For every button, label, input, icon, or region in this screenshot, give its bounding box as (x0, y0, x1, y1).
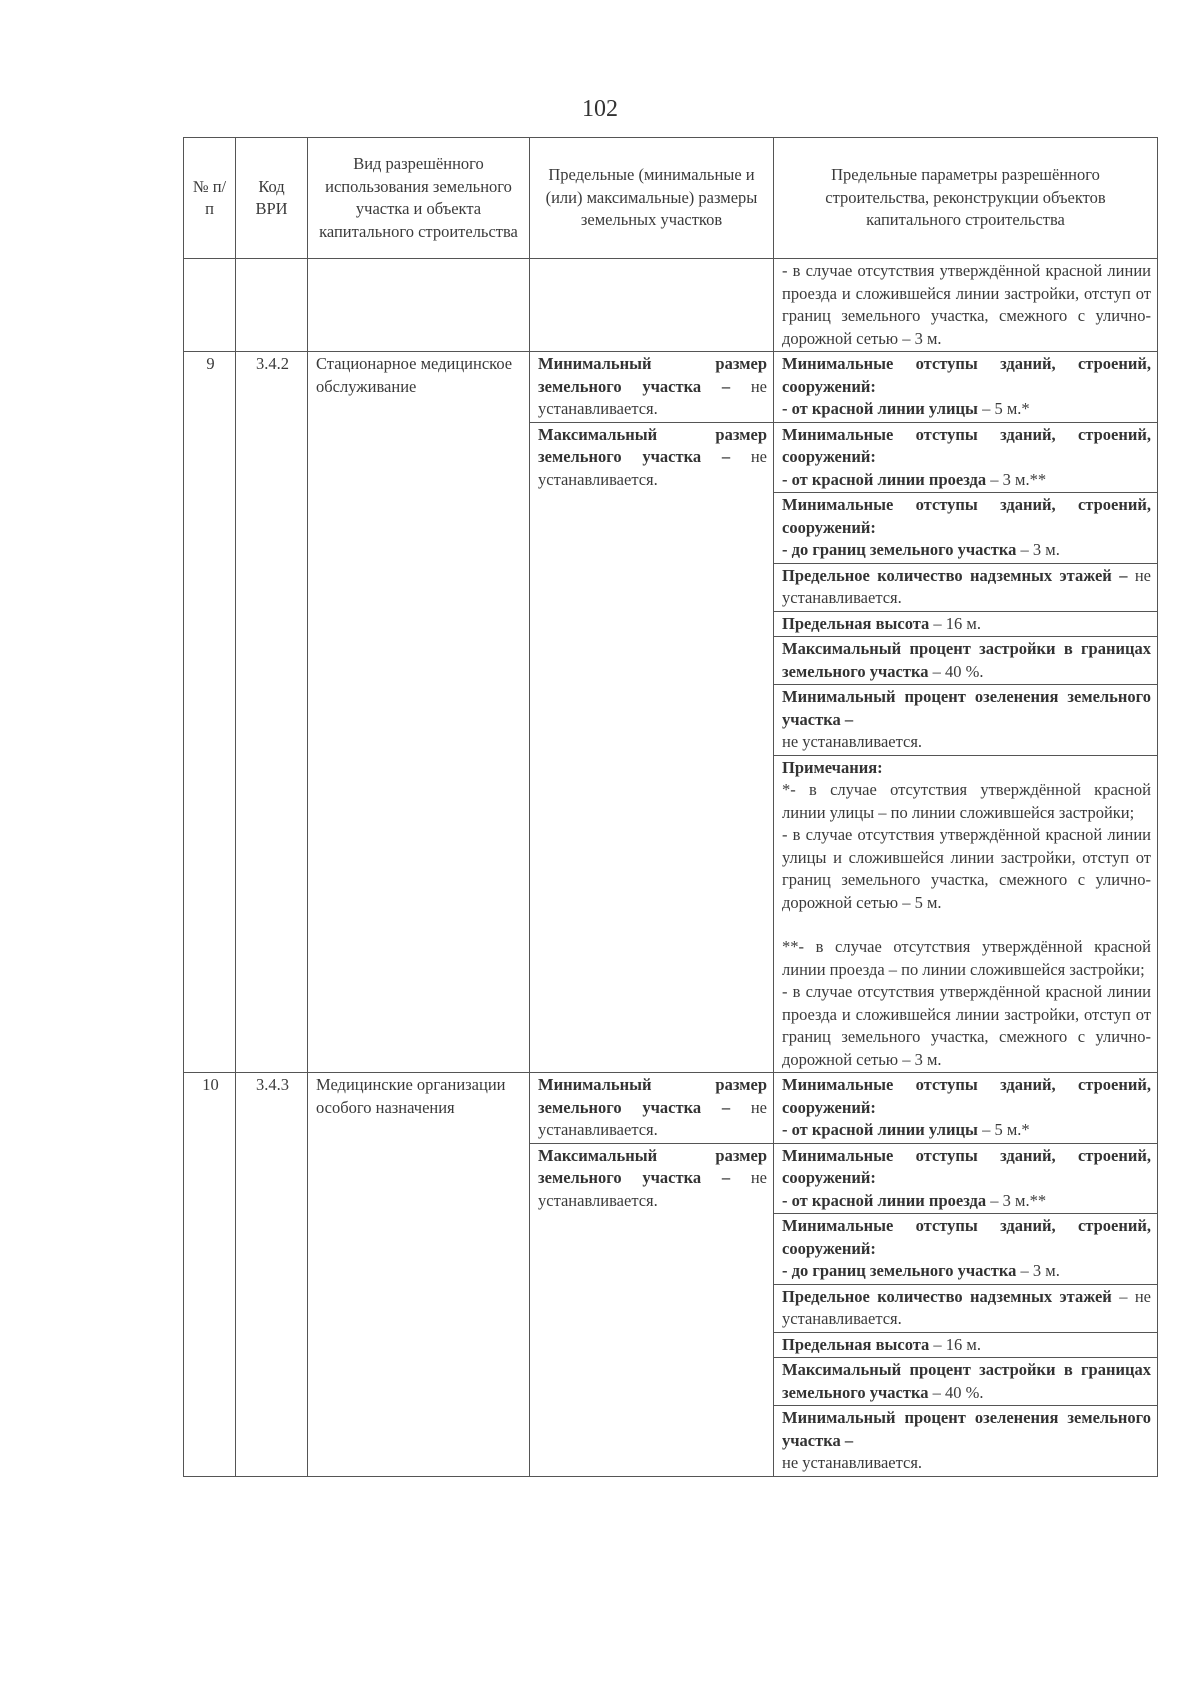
param-label: Минимальный процент озеленения земельного участка – (782, 687, 1151, 729)
table-row-9 (184, 352, 1158, 423)
row-number: 9 (184, 352, 236, 1073)
param-setback-street (774, 352, 1158, 423)
param-label: Максимальный процент застройки в границах земельного участка (782, 639, 1151, 681)
size-max-value: не устанавливается. (538, 1168, 767, 1210)
param-coverage (774, 637, 1158, 685)
note-text: - в случае отсутствия утверждённой красной линии улицы и сложившейся линии застройки, отступ от границ земельного участка, смежного с улично-дорожной сетью – 5 м. (782, 825, 1151, 912)
param-height (774, 611, 1158, 637)
regulations-table (183, 137, 1158, 1477)
param-setback-driveway (774, 1143, 1158, 1214)
param-setback-driveway (774, 422, 1158, 493)
param-coverage (774, 1358, 1158, 1406)
row-number: 10 (184, 1073, 236, 1477)
cell-empty (308, 259, 530, 352)
param-value: – 3 м. (1016, 1261, 1060, 1280)
row-use-type: Медицинские организации особого назначения (308, 1073, 530, 1477)
param-sub: - до границ земельного участка (782, 1261, 1017, 1280)
table-header-row (184, 138, 1158, 259)
page-number: 102 (582, 96, 618, 122)
param-label: Минимальные отступы зданий, строений, сооружений: (782, 1145, 1151, 1187)
param-setback-street (774, 1073, 1158, 1144)
param-sub: - от красной линии улицы (782, 399, 978, 418)
param-label: Минимальные отступы зданий, строений, сооружений: (782, 354, 1151, 396)
param-greenery (774, 685, 1158, 756)
param-value: не устанавливается. (782, 732, 923, 751)
param-label: Предельная высота (782, 1334, 930, 1354)
param-value: не устанавливается. (782, 565, 1151, 607)
param-value: – 40 %. (928, 1382, 984, 1402)
row-code: 3.4.2 (236, 352, 308, 1073)
size-max-label: Максимальный размер земельного участка – (538, 1145, 767, 1187)
param-label: Минимальные отступы зданий, строений, сооружений: (782, 424, 1151, 466)
param-label: Минимальные отступы зданий, строений, сооружений: (782, 1216, 1151, 1258)
param-value: – 5 м.* (977, 1120, 1030, 1139)
notes-cell (774, 755, 1158, 1073)
param-value: – не устанавливается. (782, 1286, 1151, 1328)
size-max-value: не устанавливается. (538, 447, 767, 489)
header-params: Предельные параметры разрешённого строительства, реконструкции объектов капитального строительства (774, 138, 1158, 259)
param-floors (774, 1284, 1158, 1332)
cell-empty (530, 259, 774, 352)
param-value: не устанавливается. (782, 1453, 923, 1472)
header-use: Вид разрешённого использования земельного участка и объекта капитального строительства (308, 138, 530, 259)
param-value: – 3 м.** (986, 469, 1047, 489)
continuation-text: - в случае отсутствия утверждённой красной линии проезда и сложившейся линии застройки, отступ от границ земельного участка, смежного с улично-дорожной сетью – 3 м. (774, 259, 1158, 352)
header-num: № п/п (184, 138, 236, 259)
param-height (774, 1332, 1158, 1358)
cell-empty (184, 259, 236, 352)
param-label: Предельная высота (782, 613, 930, 633)
param-label: Предельное количество надземных этажей – (782, 565, 1128, 585)
param-setback-boundary (774, 1214, 1158, 1285)
param-label: Максимальный процент застройки в границах земельного участка (782, 1360, 1151, 1402)
param-label: Предельное количество надземных этажей (782, 1286, 1112, 1306)
size-min-value: не устанавливается. (538, 376, 767, 418)
row-use-type: Стационарное медицинское обслуживание (308, 352, 530, 1073)
table-row-10 (184, 1073, 1158, 1144)
param-value: – 40 %. (928, 661, 984, 681)
note-text: **- в случае отсутствия утверждённой красной линии проезда – по линии сложившейся застройки; (782, 937, 1151, 979)
note-text: - в случае отсутствия утверждённой красной линии проезда и сложившейся линии застройки, отступ от границ земельного участка, смежного с улично-дорожной сетью – 3 м. (782, 982, 1151, 1069)
param-sub: - от красной линии улицы (782, 1120, 978, 1139)
param-label: Минимальные отступы зданий, строений, сооружений: (782, 495, 1151, 537)
size-max-label: Максимальный размер земельного участка – (538, 424, 767, 466)
param-sub: - до границ земельного участка (782, 540, 1017, 559)
notes-title: Примечания: (782, 757, 883, 777)
param-greenery (774, 1406, 1158, 1477)
param-floors (774, 563, 1158, 611)
note-text: *- в случае отсутствия утверждённой красной линии улицы – по линии сложившейся застройки; (782, 780, 1151, 822)
size-max-cell (530, 422, 774, 1073)
param-value: – 16 м. (929, 1334, 981, 1354)
size-max-cell (530, 1143, 774, 1476)
size-min-cell (530, 1073, 774, 1144)
header-size: Предельные (минимальные и (или) максимальные) размеры земельных участков (530, 138, 774, 259)
param-sub: - от красной линии проезда (782, 469, 987, 489)
param-value: – 3 м.** (986, 1190, 1047, 1210)
size-min-label: Минимальный размер земельного участка – (538, 1075, 767, 1117)
param-value: – 5 м.* (977, 399, 1030, 418)
note-spacer (782, 914, 1151, 936)
table-row-continuation (184, 259, 1158, 352)
param-setback-boundary (774, 493, 1158, 564)
size-min-cell (530, 352, 774, 423)
size-min-label: Минимальный размер земельного участка – (538, 354, 767, 396)
size-min-value: не устанавливается. (538, 1097, 767, 1139)
param-value: – 16 м. (929, 613, 981, 633)
param-sub: - от красной линии проезда (782, 1190, 987, 1210)
param-value: – 3 м. (1016, 540, 1060, 559)
param-label: Минимальный процент озеленения земельного участка – (782, 1408, 1151, 1450)
header-code: Код ВРИ (236, 138, 308, 259)
row-code: 3.4.3 (236, 1073, 308, 1477)
param-label: Минимальные отступы зданий, строений, сооружений: (782, 1075, 1151, 1117)
cell-empty (236, 259, 308, 352)
